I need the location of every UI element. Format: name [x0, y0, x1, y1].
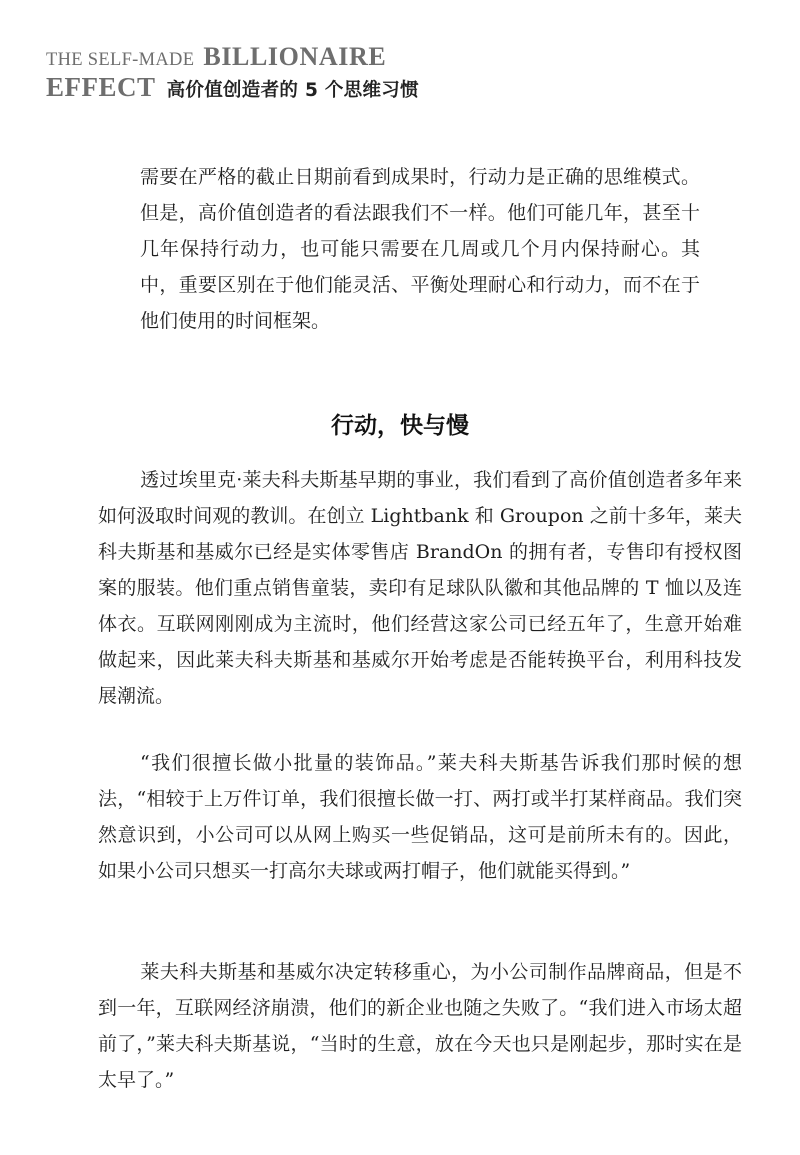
paragraph-text: 莱夫科夫斯基和基威尔决定转移重心，为小公司制作品牌商品，但是不到一年，互联网经济崩溃，他们的新企业也随之失败了。“我们进入市场太超前了，”莱夫科夫斯基说，“当时的生意，放在今天也只是刚起步，那时实在是太早了。”	[98, 961, 742, 1091]
paragraph-text: “我们很擅长做小批量的装饰品。”莱夫科夫斯基告诉我们那时候的想法，“相较于上万件订单，我们很擅长做一打、两打或半打某样商品。我们突然意识到，小公司可以从网上购买一些促销品，这可是前所未有的。因此，如果小公司只想买一打高尔夫球或两打帽子，他们就能买得到。”	[98, 752, 742, 882]
book-subtitle: 高价值创造者的 5 个思维习惯	[166, 80, 419, 101]
body-paragraph	[98, 745, 742, 889]
book-title-big: BILLIONAIRE	[203, 42, 387, 71]
book-title-line-1	[46, 44, 419, 70]
body-paragraph	[98, 954, 742, 1098]
book-title-small: THE SELF-MADE	[46, 50, 195, 70]
book-title-line-2	[46, 72, 419, 102]
paragraph-text: 透过埃里克·莱夫科夫斯基早期的事业，我们看到了高价值创造者多年来如何汲取时间观的教训。在创立 Lightbank 和 Groupon 之前十多年，莱夫科夫斯基和基威尔已经是实体零售店 BrandOn 的拥有者，专售印有授权图案的服装。他们重点销售童装，卖印有足球队队徽和其他品牌的 T 恤以及连体衣。互联网刚刚成为主流时，他们经营这家公司已经五年了，生意开始难做起来，因此莱夫科夫斯基和基威尔开始考虑是否能转换平台，利用科技发展潮流。	[98, 469, 742, 707]
section-heading: 行动，快与慢	[331, 413, 469, 439]
book-title-effect: EFFECT	[46, 72, 156, 102]
intro-paragraph: 需要在严格的截止日期前看到成果时，行动力是正确的思维模式。但是，高价值创造者的看法跟我们不一样。他们可能几年，甚至十几年保持行动力，也可能只需要在几周或几个月内保持耐心。其中，重要区别在于他们能灵活、平衡处理耐心和行动力，而不在于他们使用的时间框架。	[140, 166, 700, 332]
body-paragraph	[98, 462, 742, 714]
running-header	[46, 44, 419, 102]
